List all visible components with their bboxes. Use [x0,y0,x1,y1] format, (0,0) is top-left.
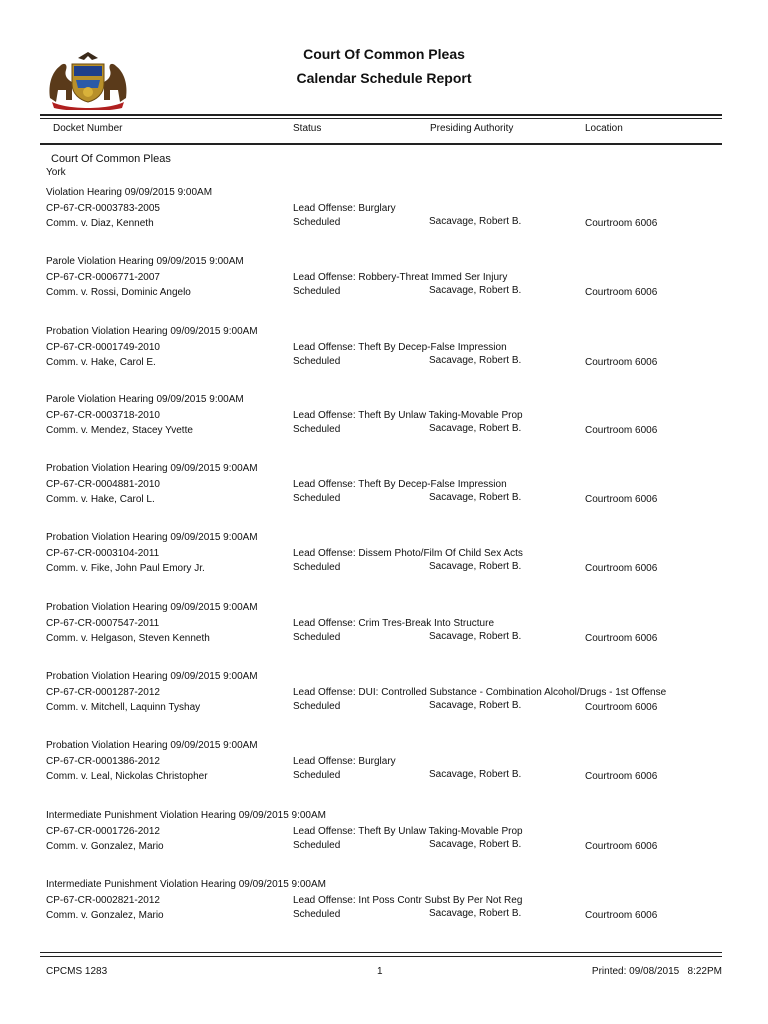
presiding-authority: Sacavage, Robert B. [429,561,522,572]
location: Courtroom 6006 [585,494,658,505]
calendar-entry [0,602,768,662]
case-caption: Comm. v. Mitchell, Laquinn Tyshay [46,702,201,713]
calendar-entry [0,256,768,316]
case-caption: Comm. v. Hake, Carol E. [46,357,156,368]
docket-number: CP-67-CR-0006771-2007 [46,272,160,283]
lead-offense: Lead Offense: Robbery-Threat Immed Ser Injury [293,272,508,283]
lead-offense: Lead Offense: Theft By Unlaw Taking-Movable Prop [293,410,523,421]
status: Scheduled [293,909,341,920]
footer-printed-date: Printed: 09/08/2015 8:22PM [591,966,722,977]
status: Scheduled [293,356,341,367]
column-header-presiding: Presiding Authority [430,123,514,134]
hearing-type-date: Violation Hearing 09/09/2015 9:00AM [46,187,213,198]
footer-rule [40,952,722,953]
case-caption: Comm. v. Rossi, Dominic Angelo [46,287,191,298]
status: Scheduled [293,217,341,228]
docket-number: CP-67-CR-0003783-2005 [46,203,160,214]
presiding-authority: Sacavage, Robert B. [429,839,522,850]
column-header-docket: Docket Number [53,123,123,134]
calendar-entry [0,532,768,592]
calendar-entry [0,187,768,247]
hearing-type-date: Probation Violation Hearing 09/09/2015 9:00AM [46,463,258,474]
lead-offense: Lead Offense: DUI: Controlled Substance - Combination Alcohol/Drugs - 1st Offense [293,687,667,698]
section-county: York [46,167,66,178]
case-caption: Comm. v. Leal, Nickolas Christopher [46,771,208,782]
section-court-name: Court Of Common Pleas [51,153,171,165]
hearing-type-date: Intermediate Punishment Violation Hearing 09/09/2015 9:00AM [46,810,326,821]
calendar-entry [0,879,768,939]
lead-offense: Lead Offense: Theft By Decep-False Impression [293,479,507,490]
footer-form-number: CPCMS 1283 [46,966,108,977]
hearing-type-date: Probation Violation Hearing 09/09/2015 9:00AM [46,671,258,682]
presiding-authority: Sacavage, Robert B. [429,700,522,711]
docket-number: CP-67-CR-0001287-2012 [46,687,160,698]
calendar-entry [0,326,768,386]
report-court-title: Court Of Common Pleas [303,46,465,62]
lead-offense: Lead Offense: Dissem Photo/Film Of Child Sex Acts [293,548,523,559]
hearing-type-date: Intermediate Punishment Violation Hearing 09/09/2015 9:00AM [46,879,326,890]
location: Courtroom 6006 [585,841,658,852]
calendar-entry [0,671,768,731]
hearing-type-date: Probation Violation Hearing 09/09/2015 9:00AM [46,532,258,543]
case-caption: Comm. v. Helgason, Steven Kenneth [46,633,210,644]
location: Courtroom 6006 [585,287,658,298]
status: Scheduled [293,840,341,851]
column-header-status: Status [293,123,322,134]
status: Scheduled [293,286,341,297]
footer-page-number: 1 [377,966,383,977]
lead-offense: Lead Offense: Burglary [293,756,396,767]
hearing-type-date: Parole Violation Hearing 09/09/2015 9:00AM [46,394,244,405]
status: Scheduled [293,424,341,435]
docket-number: CP-67-CR-0003718-2010 [46,410,160,421]
status: Scheduled [293,701,341,712]
report-subtitle: Calendar Schedule Report [296,70,472,86]
header-top-rule-2 [40,118,722,119]
location: Courtroom 6006 [585,910,658,921]
lead-offense: Lead Offense: Theft By Unlaw Taking-Movable Prop [293,826,523,837]
presiding-authority: Sacavage, Robert B. [429,285,522,296]
hearing-type-date: Probation Violation Hearing 09/09/2015 9:00AM [46,740,258,751]
case-caption: Comm. v. Hake, Carol L. [46,494,155,505]
location: Courtroom 6006 [585,771,658,782]
hearing-type-date: Probation Violation Hearing 09/09/2015 9:00AM [46,602,258,613]
lead-offense: Lead Offense: Crim Tres-Break Into Structure [293,618,495,629]
calendar-entry [0,810,768,870]
status: Scheduled [293,770,341,781]
footer-rule-2 [40,956,722,957]
hearing-type-date: Parole Violation Hearing 09/09/2015 9:00AM [46,256,244,267]
location: Courtroom 6006 [585,563,658,574]
location: Courtroom 6006 [585,357,658,368]
calendar-entry [0,740,768,800]
status: Scheduled [293,562,341,573]
docket-number: CP-67-CR-0004881-2010 [46,479,160,490]
location: Courtroom 6006 [585,633,658,644]
docket-number: CP-67-CR-0003104-2011 [46,548,160,559]
location: Courtroom 6006 [585,218,658,229]
lead-offense: Lead Offense: Burglary [293,203,396,214]
column-header-rule [40,143,722,145]
docket-number: CP-67-CR-0007547-2011 [46,618,160,629]
docket-number: CP-67-CR-0001726-2012 [46,826,160,837]
status: Scheduled [293,493,341,504]
case-caption: Comm. v. Gonzalez, Mario [46,910,164,921]
status: Scheduled [293,632,341,643]
hearing-type-date: Probation Violation Hearing 09/09/2015 9:00AM [46,326,258,337]
docket-number: CP-67-CR-0002821-2012 [46,895,160,906]
lead-offense: Lead Offense: Theft By Decep-False Impression [293,342,507,353]
location: Courtroom 6006 [585,702,658,713]
calendar-entry [0,394,768,454]
presiding-authority: Sacavage, Robert B. [429,769,522,780]
case-caption: Comm. v. Mendez, Stacey Yvette [46,425,193,436]
case-caption: Comm. v. Diaz, Kenneth [46,218,154,229]
case-caption: Comm. v. Fike, John Paul Emory Jr. [46,563,205,574]
case-caption: Comm. v. Gonzalez, Mario [46,841,164,852]
header-top-rule [40,114,722,116]
docket-number: CP-67-CR-0001386-2012 [46,756,160,767]
presiding-authority: Sacavage, Robert B. [429,492,522,503]
presiding-authority: Sacavage, Robert B. [429,355,522,366]
lead-offense: Lead Offense: Int Poss Contr Subst By Per Not Reg [293,895,523,906]
presiding-authority: Sacavage, Robert B. [429,908,522,919]
docket-number: CP-67-CR-0001749-2010 [46,342,160,353]
presiding-authority: Sacavage, Robert B. [429,423,522,434]
column-header-location: Location [585,123,623,134]
presiding-authority: Sacavage, Robert B. [429,216,522,227]
location: Courtroom 6006 [585,425,658,436]
presiding-authority: Sacavage, Robert B. [429,631,522,642]
calendar-entry [0,463,768,523]
